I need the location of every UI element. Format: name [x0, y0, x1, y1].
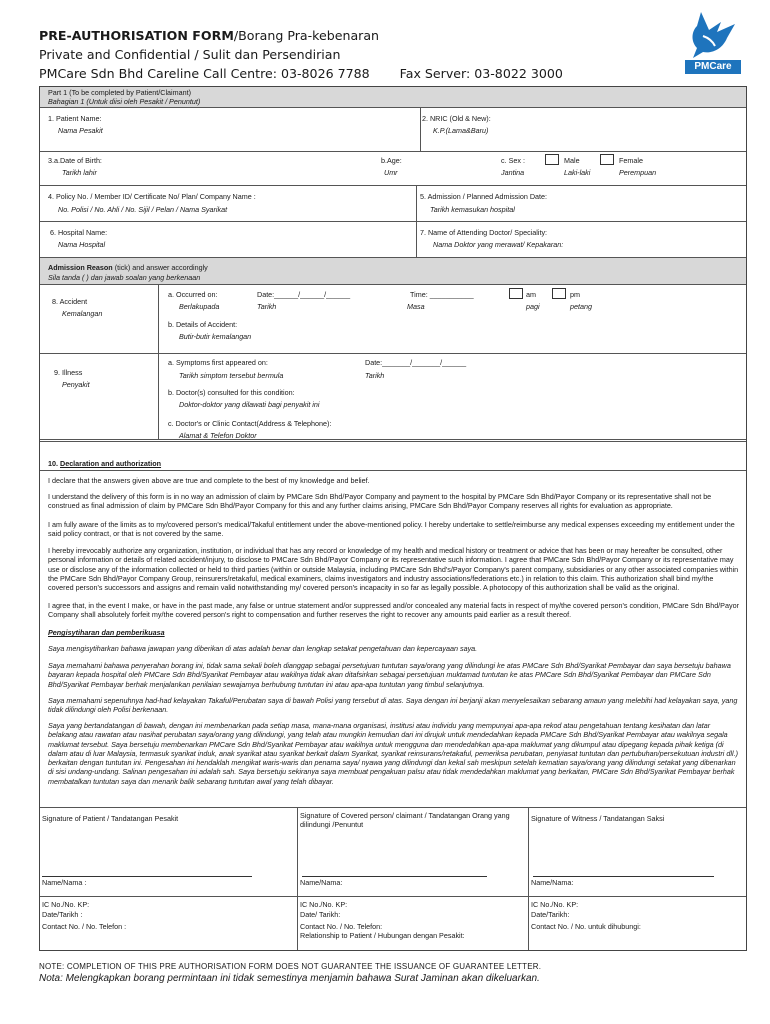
accident-date-field[interactable]: Date:______/______/______ [257, 290, 351, 299]
form-title [39, 26, 599, 45]
covered-date-field[interactable]: Date/ Tarikh: [300, 910, 341, 919]
covered-person-signature-label: Signature of Covered person/ claimant / Tandatangan Orang yang dilindungi /Penuntut [300, 811, 510, 829]
doctors-consulted-label: b. Doctor(s) consulted for this condition: [168, 388, 295, 397]
accident-label: 8. Accident [52, 297, 88, 306]
covered-signature-line[interactable] [302, 876, 487, 877]
malay-declaration-m1: Saya mengisytiharkan bahawa jawapan yang diberikan di atas adalah benar dan lengkap setakat pengetahuan dan kepercayaan saya. [48, 644, 478, 653]
covered-contact-field[interactable]: Contact No. / No. Telefon: [300, 922, 383, 931]
footer-note: NOTE: COMPLETION OF THIS PRE AUTHORISATION FORM DOES NOT GUARANTEE THE ISSUANCE OF GUARANTEE LETTER. [39, 962, 542, 971]
witness-name-field[interactable]: Name/Nama: [531, 878, 574, 887]
patient-signature-label: Signature of Patient / Tandatangan Pesakit [42, 814, 179, 823]
malay-declaration-m3: Saya memahami sepenuhnya had-had kelayakan Takaful/Perubatan saya di bawah Polisi yang tersebut di atas. Saya dengan ini berjanji akan menyelesaikan sebarang amaun yang melebihi had kelayakan saya, yang tidak dilindungi oleh Polisi berkenaan. [48, 696, 738, 715]
dob-label: 3.a.Date of Birth: [48, 156, 102, 165]
title-bold: PRE-AUTHORISATION FORM [39, 28, 234, 43]
relationship-field[interactable]: Relationship to Patient / Hubungan dengan Pesakit: [300, 931, 465, 940]
age-malay: Umr [384, 168, 398, 177]
admission-date-malay: Tarikh kemasukan hospital [430, 205, 515, 214]
symptom-date-malay: Tarikh [365, 371, 385, 380]
am-checkbox[interactable] [509, 288, 523, 299]
male-label: Male [564, 156, 580, 165]
admission-reason-bold: Admission Reason [48, 263, 113, 272]
declaration-p5: I agree that, in the event I make, or have in the past made, any false or untrue statement and/or suppressed and/or concealed any material facts in respect of my/the covered person's condition, PMCare Sdn Bhd/Payor Company shall absolutely forfeit my/the covered person's right to compensation and further reserves the right to recover any amounts paid earlier as a result thereof. [48, 601, 739, 620]
patient-ic-field[interactable]: IC No./No. KP: [42, 900, 90, 909]
patient-date-field[interactable]: Date/Tarikh : [42, 910, 83, 919]
witness-contact-field[interactable]: Contact No. / No. untuk dihubungi: [531, 922, 641, 931]
logo-text: PMCare [694, 61, 732, 72]
policy-label: 4. Policy No. / Member ID/ Certificate No/ Plan/ Company Name : [48, 192, 256, 201]
admission-date-label: 5. Admission / Planned Admission Date: [420, 192, 548, 201]
pm-checkbox[interactable] [552, 288, 566, 299]
malay-declaration-heading: Pengisytiharan dan pemberikuasa [48, 628, 165, 637]
witness-ic-field[interactable]: IC No./No. KP: [531, 900, 579, 909]
occurred-label: a. Occurred on: [168, 290, 218, 299]
pm-malay: petang [570, 302, 592, 311]
illness-malay: Penyakit [62, 380, 90, 389]
admission-reason-rest: (tick) and answer accordingly [114, 263, 208, 272]
accident-details-label: b. Details of Accident: [168, 320, 238, 329]
accident-time-malay: Masa [407, 302, 425, 311]
confidential-line: Private and Confidential / Sulit dan Persendirian [39, 47, 341, 62]
symptoms-malay: Tarikh simptom tersebut bermula [179, 371, 284, 380]
sex-label: c. Sex : [501, 156, 525, 165]
accident-date-malay: Tarikh [257, 302, 277, 311]
am-malay: pagi [526, 302, 540, 311]
accident-malay: Kemalangan [62, 309, 103, 318]
footer-note-malay: Nota: Melengkapkan borang permintaan ini tidak semestinya menjamin bahawa Surat Jaminan akan dikeluarkan. [39, 973, 540, 984]
declaration-heading [48, 459, 161, 468]
title-malay: /Borang Pra-kebenaran [233, 28, 380, 43]
nric-malay: K.P.(Lama&Baru) [433, 126, 489, 135]
female-malay: Perempuan [619, 168, 657, 177]
admission-reason-title [48, 263, 208, 272]
covered-ic-field[interactable]: IC No./No. KP: [300, 900, 348, 909]
careline-number: PMCare Sdn Bhd Careline Call Centre: 03-8026 7788 [39, 66, 370, 81]
form-header [39, 26, 599, 83]
clinic-contact-label: c. Doctor's or Clinic Contact(Address & Telephone): [168, 419, 332, 428]
careline-line [39, 64, 599, 83]
policy-malay: No. Polisi / No. Ahli / No. Sijil / Pelan / Nama Syarikat [58, 205, 228, 214]
occurred-malay: Berlakupada [179, 302, 220, 311]
witness-date-field[interactable]: Date/Tarikh: [531, 910, 570, 919]
pre-authorisation-form [39, 86, 747, 951]
nric-label: 2. NRIC (Old & New): [422, 114, 491, 123]
patient-name-field[interactable]: Name/Nama : [42, 878, 87, 887]
malay-declaration-m4: Saya yang bertandatangan di bawah, dengan ini membenarkan pada setiap masa, mana-mana organisasi, institusi atau individu yang mempunyai apa-apa rekod atau pengetahuan tentang kesihatan dan latar belakang atau rawatan atau nasihat perubatan saya/orang yang dilindungi, yang telah atau mungkin kemudian dari ini dirujuk untuk mendedahkan kepada PMCare Sdn Bhd/Syarikat Pembayar atau wakilnya segala maklumat tersebut. Saya bersetuju membenarkan PMCare Sdn Bhd/Syarikat Pembayar atau wakilnya untuk mengguna dan mendedahkan apa-apa maklumat yang dikumpul atau dipegang kepada pihak ketiga (di dalam atau di luar Malaysia, termasuk syarikat induk, anak syarikat atau syarikat berkait dalam Syarikat, syarikat reinsurans/retakaful, pemeriksa perubatan, penyiasat tuntutan dan pertubuhan/persekutuan industri dll.) berkaitan dengan tuntutan ini. Pengesahan ini hendaklah mengikat waris-waris dan penama saya/ nyawa yang dilindungi dan kekal sah meskipun setelah kematian saya/orang yang dilindungi setakat yang dibenarkan di sisi undang-undang. Salinan pengesahan ini adalah sah. Saya bersetuju sekiranya saya membuat pengakuan palsu atau tidak mendedahkan maklumat yang berkaitan, PMCare Sdn Bhd/Syarikat Pembayar berhak membatalkan tuntutan saya dan menarik balik sebarang tuntutan awal yang telah dibayar. [48, 721, 738, 786]
male-checkbox[interactable] [545, 154, 559, 165]
illness-label: 9. Illness [54, 368, 83, 377]
declaration-p2: I understand the delivery of this form is in no way an admission of claim by PMCare Sdn Bhd/Payor Company and payment to the hospital by PMCare Sdn Bhd/Payor Company or its representative shall not be construed as final admission of claim by PMCare Sdn Bhd/Payor Company for this and any further claims arising, PMCare Sdn Bhd/Payor Company reserves all rights for evaluation as appropriate. [48, 492, 712, 511]
declaration-number: 10. [48, 459, 60, 468]
patient-contact-field[interactable]: Contact No. / No. Telefon : [42, 922, 127, 931]
witness-signature-label: Signature of Witness / Tandatangan Saksi [531, 814, 665, 823]
pm-label: pm [570, 290, 580, 299]
witness-signature-line[interactable] [533, 876, 714, 877]
patient-name-malay: Nama Pesakit [58, 126, 103, 135]
hospital-malay: Nama Hospital [58, 240, 106, 249]
symptoms-label: a. Symptoms first appeared on: [168, 358, 268, 367]
clinic-contact-malay: Alamat & Telefon Doktor [179, 431, 257, 440]
hospital-label: 6. Hospital Name: [50, 228, 108, 237]
pmcare-logo [683, 8, 743, 78]
am-label: am [526, 290, 536, 299]
patient-signature-line[interactable] [42, 876, 252, 877]
declaration-heading-text: Declaration and authorization [60, 459, 162, 468]
declaration-p1: I declare that the answers given above are true and complete to the best of my knowledge and belief. [48, 476, 370, 485]
doctors-consulted-malay: Doktor-doktor yang dilawati bagi penyakit ini [179, 400, 320, 409]
female-checkbox[interactable] [600, 154, 614, 165]
female-label: Female [619, 156, 643, 165]
doctor-label: 7. Name of Attending Doctor/ Speciality: [420, 228, 548, 237]
sex-malay: Jantina [501, 168, 525, 177]
declaration-p3: I am fully aware of the limits as to my/covered person's medical/Takaful entitlement under the above-mentioned policy. I hereby undertake to settle/reimburse any medical expenses exceeding my entitlement under the said policy contract, or that is not covered by the same. [48, 520, 735, 539]
accident-time-field[interactable]: Time: ___________ [410, 290, 474, 299]
dob-malay: Tarikh lahir [62, 168, 97, 177]
accident-details-malay: Butir-butir kemalangan [179, 332, 252, 341]
age-label: b.Age: [381, 156, 402, 165]
part1-subtitle: Bahagian 1 (Untuk diisi oleh Pesakit / Penuntut) [48, 97, 201, 106]
malay-declaration-m2: Saya memahami bahawa penyerahan borang ini, tidak sama sekali boleh dianggap sebagai persetujuan tuntutan saya/orang yang dilindungi ke atas PMCare Sdn Bhd/Syarikat Pembayar dan saya bersetuju bahawa bayaran kepada hospital oleh PMCare Sdn Bhd/Syarikat Pembayar atau wakilnya tidak akan ditafsirkan sebagai persetujuan muktamad tuntutan ke atas PMCare Sdn Bhd/Syarikat Pembayar dan PMCare Sdn Bhd/Syarikat Pembayar berhak menjalankan penilaian sewajarnya berhubung tuntutan ini atau apa-apa tuntutan yang timbul selanjutnya. [48, 661, 731, 689]
symptom-date-field[interactable]: Date:_______/_______/______ [365, 358, 467, 367]
fax-number: Fax Server: 03-8022 3000 [399, 66, 563, 81]
declaration-p4: I hereby irrevocably authorize any organization, institution, or individual that has any record or knowledge of my health and medical history or treatment or advice that has been or may hereafter be consulted, other personal information or details of related accident/injury, to disclose to PMCare Sdn Bhd/Payor Company or its representative such information. I agree that PMCare Sdn Bhd/Payor Company or its representative may use or disclose any of the information collected or held to third parties (within or outside Malaysia, including PMCare Sdn Bhd's/Payor Company's parent company, subsidiaries or any other associated companies within the PMCare Sdn Bhd/Payor Company Group, reinsurers/retakaful, medical examiners, claims investigators and industry associations/federations etc.) in relation to this claim. This authorization shall bind my/the covered person's successors and assigns and remain valid notwithstanding my/ covered person's incapacity in so far as legally possible. A photocopy of this authorization shall be valid as the original. [48, 546, 739, 593]
part1-title: Part 1 (To be completed by Patient/Claimant) [48, 88, 192, 97]
covered-name-field[interactable]: Name/Nama: [300, 878, 343, 887]
admission-reason-subtitle: Sila tanda ( ) dan jawab soalan yang berkenaan [48, 273, 201, 282]
doctor-malay: Nama Doktor yang merawat/ Kepakaran: [433, 240, 564, 249]
patient-name-label: 1. Patient Name: [48, 114, 102, 123]
male-malay: Laki-laki [564, 168, 591, 177]
